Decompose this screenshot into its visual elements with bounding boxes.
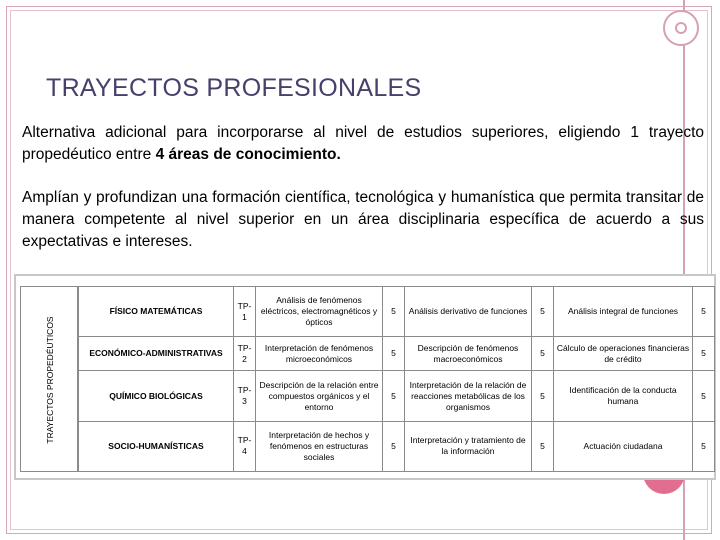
subject-name: Análisis de fenómenos eléctricos, electromagnéticos y ópticos [256, 287, 383, 337]
subject-credits: 5 [693, 421, 715, 471]
subject-name: Descripción de fenómenos macroeconómicos [405, 337, 532, 371]
subject-name: Interpretación y tratamiento de la información [405, 421, 532, 471]
trayecto-area: SOCIO-HUMANÍSTICAS [79, 421, 234, 471]
trayecto-area: FÍSICO MATEMÁTICAS [79, 287, 234, 337]
table-row [79, 421, 715, 471]
paragraph-intro-bold: 4 áreas de conocimiento. [155, 146, 341, 163]
paragraph-description: Amplían y profundizan una formación científica, tecnológica y humanística que permita transitar de manera competente al nivel superior en un área disciplinaria específica de acuerdo a sus expectativas e intereses. [22, 189, 704, 250]
subject-name: Cálculo de operaciones financieras de crédito [554, 337, 693, 371]
paragraph-intro [22, 122, 704, 166]
trayecto-area: ECONÓMICO-ADMINISTRATIVAS [79, 337, 234, 371]
table-row [79, 337, 715, 371]
trayecto-code: TP-1 [234, 287, 256, 337]
subject-credits: 5 [693, 287, 715, 337]
subject-name: Actuación ciudadana [554, 421, 693, 471]
trayecto-code: TP-2 [234, 337, 256, 371]
subject-credits: 5 [532, 371, 554, 421]
decorative-ring [663, 10, 699, 46]
subject-credits: 5 [532, 337, 554, 371]
subject-credits: 5 [532, 421, 554, 471]
subject-credits: 5 [693, 371, 715, 421]
trayecto-code: TP-3 [234, 371, 256, 421]
subject-credits: 5 [383, 371, 405, 421]
subject-credits: 5 [532, 287, 554, 337]
subject-name: Interpretación de fenómenos microeconómicos [256, 337, 383, 371]
subject-credits: 5 [693, 337, 715, 371]
trayectos-table-image [14, 274, 716, 480]
trayecto-code: TP-4 [234, 421, 256, 471]
trayectos-table [78, 286, 715, 472]
subject-credits: 5 [383, 337, 405, 371]
subject-name: Identificación de la conducta humana [554, 371, 693, 421]
trayecto-area: QUÍMICO BIOLÓGICAS [79, 371, 234, 421]
subject-name: Interpretación de hechos y fenómenos en estructuras sociales [256, 421, 383, 471]
table-row [79, 371, 715, 421]
subject-credits: 5 [383, 287, 405, 337]
table-row [79, 287, 715, 337]
subject-name: Descripción de la relación entre compuestos orgánicos y el entorno [256, 371, 383, 421]
paragraph-intro-text: Alternativa adicional para incorporarse al nivel de estudios superiores, eligiendo 1 trayecto propedéutico entre [22, 124, 704, 163]
subject-name: Interpretación de la relación de reacciones metabólicas de los organismos [405, 371, 532, 421]
subject-name: Análisis derivativo de funciones [405, 287, 532, 337]
table-side-header-label: TRAYECTOS PROPEDÉUTICOS [45, 316, 55, 444]
subject-name: Análisis integral de funciones [554, 287, 693, 337]
slide-title: TRAYECTOS PROFESIONALES [46, 74, 422, 102]
table-side-header [20, 286, 78, 472]
subject-credits: 5 [383, 421, 405, 471]
